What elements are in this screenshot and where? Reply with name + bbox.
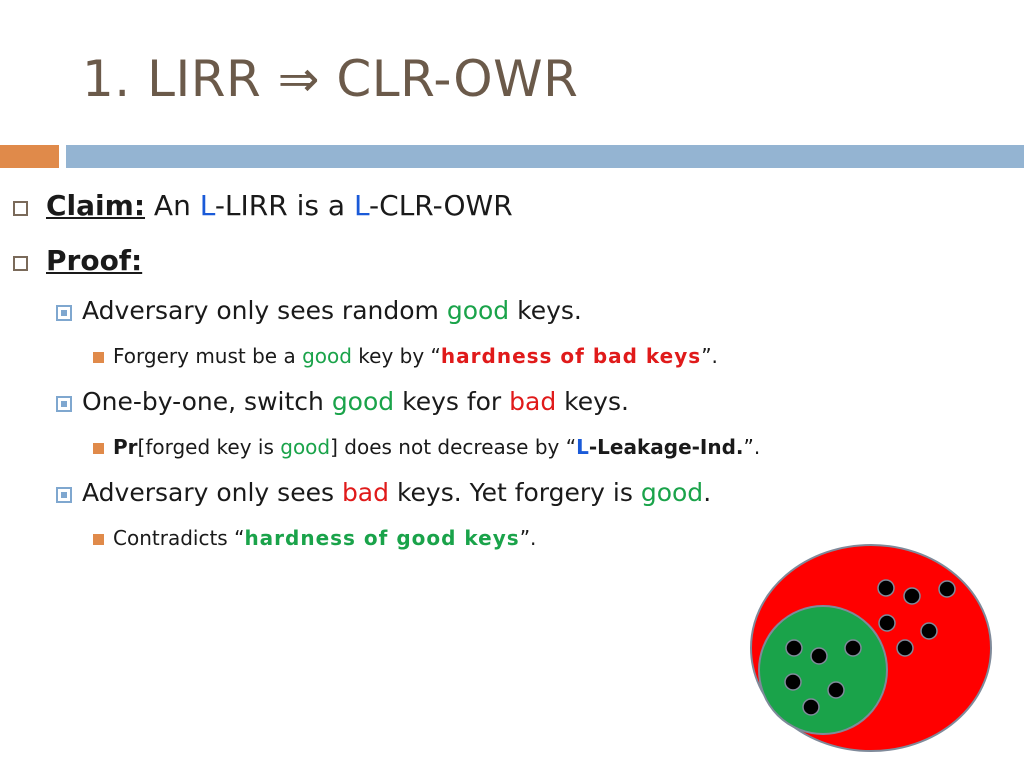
good-word: good — [280, 435, 331, 459]
slide-title: 1. LIRR ⇒ CLR-OWR — [82, 50, 579, 108]
leak-L: L — [576, 435, 589, 459]
text: Adversary only sees random — [82, 296, 447, 325]
bad-word: bad — [509, 387, 557, 416]
key-dot — [785, 674, 801, 690]
text: keys for — [394, 387, 510, 416]
text: keys. Yet forgery is — [389, 478, 641, 507]
claim-L-1: L — [199, 189, 215, 222]
claim-L-2: L — [353, 189, 370, 222]
text: ”. — [701, 344, 718, 368]
text: keys. — [509, 296, 582, 325]
key-dot — [811, 648, 827, 664]
text: key by “ — [351, 344, 441, 368]
text: ”. — [743, 435, 761, 459]
key-dot — [786, 640, 802, 656]
text: Contradicts “ — [113, 526, 245, 550]
key-dot — [939, 581, 955, 597]
pr-symbol: Pr — [113, 435, 138, 459]
hardness-bad-keys: hardness of bad keys — [440, 344, 702, 368]
proof-label: Proof: — [46, 244, 143, 277]
claim-text-3: -CLR-OWR — [369, 189, 513, 222]
key-dot — [803, 699, 819, 715]
good-word: good — [302, 344, 352, 368]
good-word: good — [640, 478, 704, 507]
key-dot — [878, 580, 894, 596]
text: ] does not decrease by “ — [330, 435, 577, 459]
text: keys. — [556, 387, 629, 416]
bad-word: bad — [341, 478, 389, 507]
claim-text-1: An — [145, 189, 200, 222]
text: [forged key is — [137, 435, 281, 459]
hardness-good-keys: hardness of good keys — [244, 526, 520, 550]
leakage-ind: -Leakage-Ind. — [588, 435, 744, 459]
claim-label: Claim: — [46, 189, 146, 222]
key-dot — [897, 640, 913, 656]
claim-text-2: -LIRR is a — [214, 189, 354, 222]
key-dot — [921, 623, 937, 639]
good-word: good — [331, 387, 395, 416]
text: One-by-one, switch — [82, 387, 332, 416]
good-word: good — [446, 296, 510, 325]
text: Forgery must be a — [113, 344, 303, 368]
text: ”. — [519, 526, 537, 550]
good-keys-region — [759, 606, 887, 734]
key-dot — [904, 588, 920, 604]
key-dot — [879, 615, 895, 631]
text: Adversary only sees — [82, 478, 342, 507]
key-dot — [828, 682, 844, 698]
key-dot — [845, 640, 861, 656]
text: . — [703, 478, 712, 507]
